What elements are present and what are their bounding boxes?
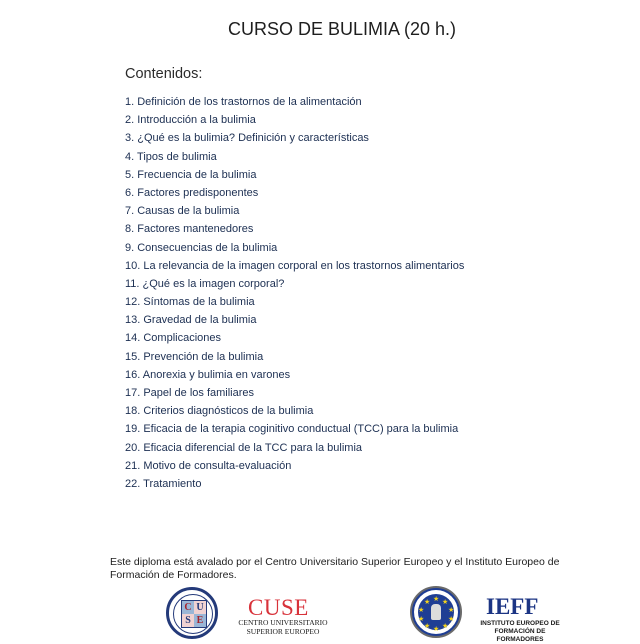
toc-item: 9. Consecuencias de la bulimia xyxy=(125,241,278,254)
toc-item: 2. Introducción a la bulimia xyxy=(125,114,256,127)
seal-letter: U xyxy=(194,601,206,614)
toc-item: 3. ¿Qué es la bulimia? Definición y características xyxy=(125,132,369,145)
toc-item: 18. Criterios diagnósticos de la bulimia xyxy=(125,405,314,418)
contents-heading: Contenidos: xyxy=(125,66,203,82)
toc-item: 17. Papel de los familiares xyxy=(125,387,255,399)
toc-item: 19. Eficacia de la terapia coginitivo conductual (TCC) para la bulimia xyxy=(125,423,459,436)
endorsement-text: Este diploma está avalado por el Centro Universitario Superior Europeo y el Instituto Europeo de Formación de Formadores. xyxy=(110,556,560,581)
toc-item: 13. Gravedad de la bulimia xyxy=(125,314,257,327)
cuse-subtitle-line: SUPERIOR EUROPEO xyxy=(246,626,320,636)
toc-item: 5. Frecuencia de la bulimia xyxy=(125,168,257,181)
seal-letter: C xyxy=(182,601,194,614)
ieff-seal-icon: ★ ★ ★ ★ ★ ★ ★ ★ ★ ★ xyxy=(410,586,462,638)
toc-item: 1. Definición de los trastornos de la alimentación xyxy=(125,96,362,108)
cuse-logo-name: CUSE xyxy=(248,595,309,620)
ieff-logo-name: IEFF xyxy=(486,594,539,619)
cuse-subtitle-line: CENTRO UNIVERSITARIO xyxy=(238,618,328,627)
toc-item: 12. Síntomas de la bulimia xyxy=(125,296,255,309)
table-of-contents xyxy=(125,94,464,494)
cuse-seal-icon xyxy=(166,587,218,639)
toc-item: 22. Tratamiento xyxy=(125,477,202,490)
toc-item: 10. La relevancia de la imagen corporal en los trastornos alimentarios xyxy=(125,259,465,272)
toc-item: 16. Anorexia y bulimia en varones xyxy=(125,368,291,381)
ieff-subtitle-line: INSTITUTO EUROPEO DE xyxy=(480,620,560,627)
page-title: CURSO DE BULIMIA (20 h.) xyxy=(227,19,457,39)
toc-item: 4. Tipos de bulimia xyxy=(125,150,217,163)
toc-item: 8. Factores mantenedores xyxy=(125,223,254,236)
toc-item: 21. Motivo de consulta-evaluación xyxy=(125,459,292,472)
seal-letter: S xyxy=(182,614,194,627)
toc-item: 20. Eficacia diferencial de la TCC para la bulimia xyxy=(125,441,363,454)
seal-letter: E xyxy=(194,614,206,627)
toc-item: 6. Factores predisponentes xyxy=(125,186,259,199)
toc-item: 14. Complicaciones xyxy=(125,332,221,345)
toc-item: 7. Causas de la bulimia xyxy=(125,205,240,218)
toc-item: 11. ¿Qué es la imagen corporal? xyxy=(125,277,285,290)
toc-item: 15. Prevención de la bulimia xyxy=(125,350,264,363)
ieff-subtitle-line: FORMACIÓN DE FORMADORES xyxy=(494,628,546,643)
cuse-logo-subtitle xyxy=(230,619,336,636)
ieff-logo-subtitle xyxy=(475,620,565,644)
